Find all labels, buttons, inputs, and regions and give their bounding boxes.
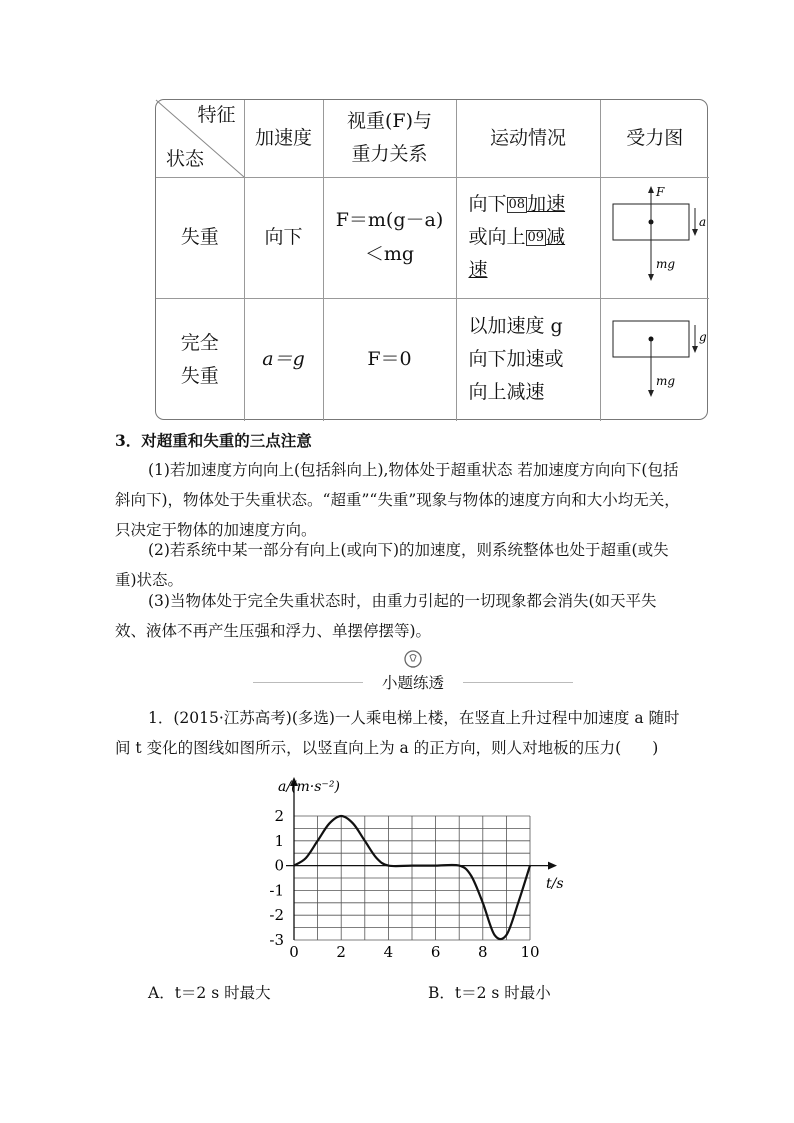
y-tick-label: 1	[274, 831, 284, 850]
x-tick-label: 2	[336, 943, 346, 961]
header-acceleration: 加速度	[244, 100, 323, 177]
note-paragraph-1: (1)若加速度方向向上(包括斜向上),物体处于超重状态 若加速度方向向下(包括斜向下)，物体处于失重状态。“超重”“失重”现象与物体的速度方向和大小均无关，只决定于物体的加速度方向。	[115, 461, 680, 539]
blank-box-08: 08	[508, 196, 526, 212]
row-complete-accel: a＝g	[244, 298, 323, 421]
notes-heading: 3．对超重和失重的三点注意	[115, 431, 312, 450]
row-weightless-relation: F＝m(g－a) ＜mg	[323, 177, 456, 298]
question-text: 1．(2015·江苏高考)(多选)一人乘电梯上楼，在竖直上升过程中加速度 a 随时间 t 变化的图线如图所示，以竖直向上为 a 的正方向，则人对地板的压力( )	[115, 709, 680, 757]
option-a: A．t＝2 s 时最大	[148, 984, 271, 1002]
x-tick-label: 8	[478, 943, 488, 961]
header-force-diagram: 受力图	[600, 100, 709, 177]
header-apparent-weight: 视重(F)与 重力关系	[323, 100, 456, 177]
force-diagram-complete	[605, 309, 705, 399]
note-paragraph-3: (3)当物体处于完全失重状态时，由重力引起的一切现象都会消失(如天平失效、液体不再产生压强和浮力、单摆停摆等)。	[115, 592, 657, 640]
accel-a-label: a	[698, 214, 706, 229]
x-tick-label: 6	[430, 943, 441, 961]
row-complete-relation: F＝0	[323, 298, 456, 421]
y-tick-label: -2	[269, 906, 284, 925]
section-divider	[253, 650, 573, 696]
row-weightless-motion: 向下 08 加速 或向上 09 减 速	[456, 177, 600, 298]
section-title: 小题练透	[381, 674, 444, 692]
chart-grid	[294, 816, 530, 940]
row-weightless-state: 失重	[156, 177, 244, 298]
y-tick-label: -3	[269, 931, 284, 949]
accel-g-label: g	[698, 330, 707, 345]
y-tick-label: 2	[274, 807, 284, 825]
weightlessness-table	[155, 99, 708, 420]
table-corner-cell	[156, 100, 244, 177]
acceleration-time-chart	[256, 774, 566, 974]
x-tick-label: 10	[520, 943, 540, 961]
row-complete-motion: 以加速度 g 向下加速或 向上减速	[456, 298, 600, 421]
force-F-label: F	[655, 184, 665, 199]
row-weightless-accel: 向下	[244, 177, 323, 298]
x-axis-label: t/s	[546, 876, 564, 892]
corner-feature-label: 特征	[197, 104, 236, 126]
row-weightless-diagram	[600, 177, 709, 298]
lightbulb-icon	[401, 650, 425, 672]
x-axis-arrow	[548, 862, 557, 870]
y-tick-label: 0	[274, 856, 284, 875]
y-axis-label: a/(m·s⁻²)	[278, 779, 340, 795]
row-complete-state: 完全 失重	[156, 298, 244, 421]
gravity-mg-label: mg	[655, 374, 675, 389]
y-tick-label: -1	[269, 881, 284, 900]
force-diagram-weightless	[605, 182, 705, 282]
x-tick-label: 0	[289, 943, 299, 961]
blank-box-09: 09	[527, 229, 545, 245]
row-complete-diagram	[600, 298, 709, 421]
x-tick-label: 4	[383, 943, 394, 961]
header-motion: 运动情况	[456, 100, 600, 177]
note-paragraph-2: (2)若系统中某一部分有向上(或向下)的加速度，则系统整体也处于超重(或失重)状态。	[115, 541, 669, 589]
corner-state-label: 状态	[166, 147, 205, 170]
gravity-mg-label: mg	[655, 256, 675, 271]
option-b: B．t＝2 s 时最小	[428, 984, 551, 1002]
